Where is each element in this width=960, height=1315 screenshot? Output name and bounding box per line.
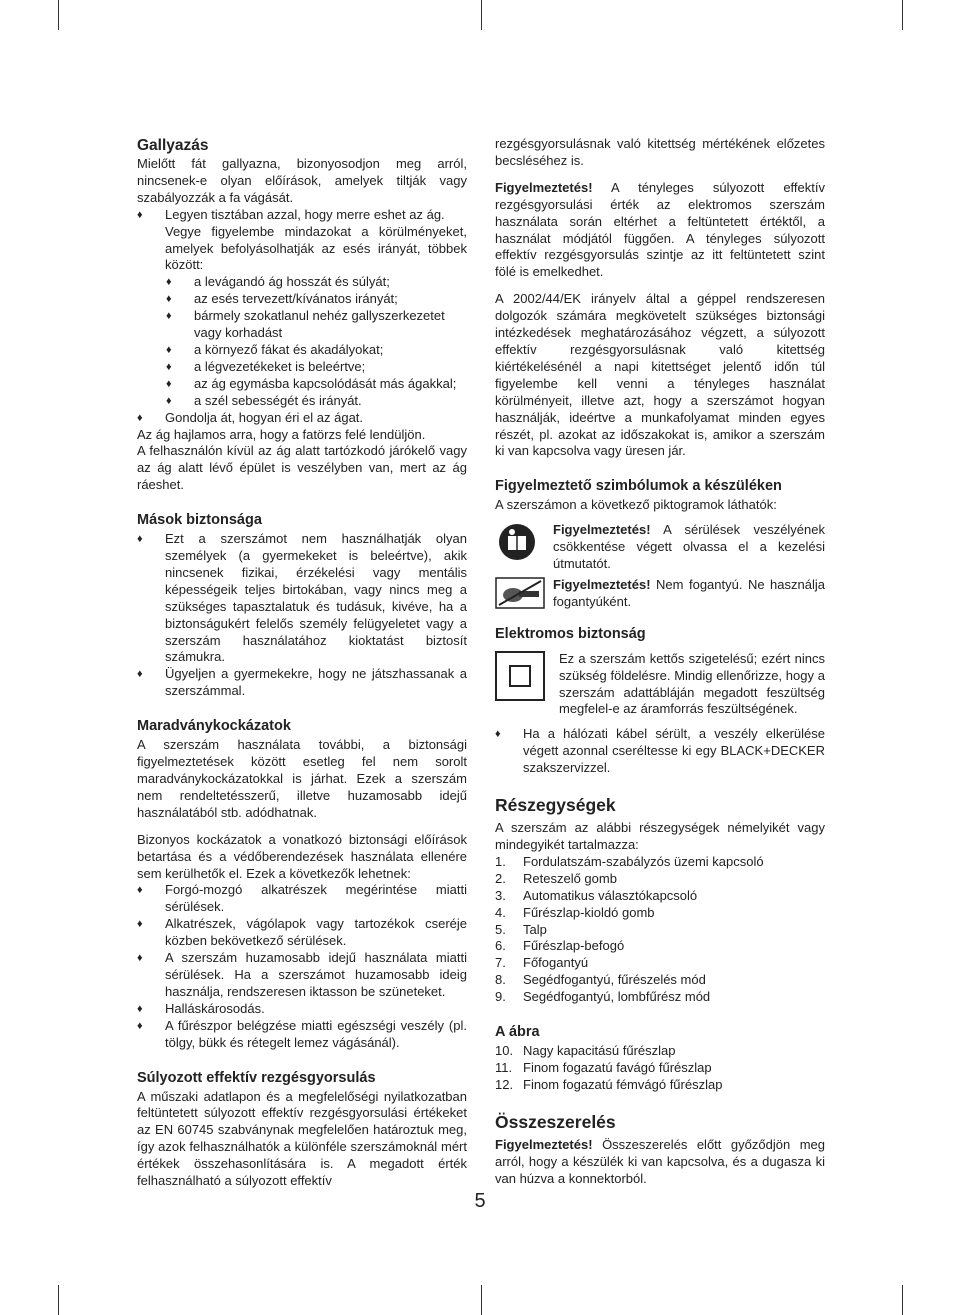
warning-text: A tényleges súlyozott effektív rezgésgyorsulási érték az elektromos szerszám használata során eltérhet a feltüntetett értéktől, a használat módjától függően. A tényleges súlyozott effektív rezgésgyorsulás szintje az itt feltüntetett szint fölé is emelkedhet. xyxy=(495,179,825,280)
section-title-symbols: Figyelmeztető szimbólumok a készüléken xyxy=(495,478,782,495)
list-number: 7. xyxy=(495,955,506,971)
double-insulation-icon xyxy=(495,651,545,701)
warning-label: Figyelmeztetés! xyxy=(495,1136,593,1152)
list-number: 4. xyxy=(495,904,506,920)
list-text: Fűrészlap-kioldó gomb xyxy=(523,904,655,920)
list-number: 2. xyxy=(495,870,506,886)
read-manual-icon xyxy=(495,522,545,562)
paragraph: Bizonyos kockázatok a vonatkozó biztonsági előírások betartása és a védőberendezések használata ellenére sem kerülhetők el. Ezek a következők lehetnek: xyxy=(137,831,467,881)
sub-bullet-item: ♦ a légvezetékeket is beleértve; xyxy=(137,359,467,376)
crop-mark xyxy=(481,0,482,30)
bullet-item: ♦ Ügyeljen a gyermekekre, hogy ne játszhassanak a szerszámmal. xyxy=(137,666,467,700)
list-text: Automatikus választókapcsoló xyxy=(523,887,698,903)
crop-mark xyxy=(58,1285,59,1315)
list-text: Nagy kapacitású fűrészlap xyxy=(523,1043,676,1059)
bullet-item: ♦ Gondolja át, hogyan éri el az ágat. xyxy=(137,410,467,427)
paragraph xyxy=(495,180,825,281)
list-item xyxy=(495,972,825,989)
paragraph: Vegye figyelembe mindazokat a körülményeket, amelyek befolyásolhatják az esés irányát, többek között: xyxy=(165,223,467,273)
bullet-item: ♦ A fűrészpor belégzése miatti egészségi veszély (pl. tölgy, bükk és rétegelt lemez vágásánál). xyxy=(137,1018,467,1052)
warning-label: Figyelmeztetés! xyxy=(553,522,651,538)
bullet-item: ♦ Alkatrészek, vágólapok vagy tartozékok cseréje közben bekövetkező sérülések. xyxy=(137,916,467,950)
paragraph: A 2002/44/EK irányelv által a géppel rendszeresen dolgozók számára megkövetelt szükséges biztonsági intézkedések meghatározásához végzett, a súlyozott effektív rezgésgyorsulásnak való kitettség kiértékelésénél a napi kitettséget jelentő időn túl figyelembe kell venni a tényleges használat körülményeit, illetve azt, hogy a szerszámot hogyan használják, ideértve a munkafolyamat minden egyes részét, pl. azokat az időszakokat is, amikor a szerszám ki van kapcsolva vagy üresen jár. xyxy=(495,291,825,459)
not-a-handle-icon xyxy=(495,577,545,609)
list-item xyxy=(495,1060,825,1077)
warning-label: Figyelmeztetés! xyxy=(495,179,593,195)
bullet-item: ♦ Ezt a szerszámot nem használhatják olyan személyek (a gyermekeket is beleértve), akik nincsenek fizikai, érzékelési vagy mentális képességeik teljes birtokában, vagy nincs meg a szükséges tapasztalatuk és tudásuk, kivéve, ha a biztonságukért felelős személy felügyeletet vagy a szerszám használatához kioktatást biztosít számukra. xyxy=(137,531,467,666)
paragraph: A felhasználón kívül az ág alatt tartózkodó járókelő vagy az ág alatt lévő épület is veszélyben van, mert az ág ráeshet. xyxy=(137,443,467,493)
list-item xyxy=(495,1043,825,1060)
list-item xyxy=(495,922,825,939)
symbol-text: Ez a szerszám kettős szigetelésű; ezért nincs szükség földelésre. Mindig ellenőrizze, hogy a szerszám adattábláján megadott feszültség megfelel-e az áramforrás feszültségének. xyxy=(559,650,825,717)
sub-bullet-item: ♦ a levágandó ág hosszát és súlyát; xyxy=(137,274,467,291)
list-item xyxy=(495,955,825,972)
list-number: 10. xyxy=(495,1043,514,1059)
list-text: Segédfogantyú, fűrészelés mód xyxy=(523,972,706,988)
bullet-item: ♦ A szerszám huzamosabb idejű használata miatti sérülések. Ha a szerszámot huzamosabb ideig használja, rendszeresen iktasson be szüneteket. xyxy=(137,950,467,1001)
left-column xyxy=(137,136,467,1190)
warning-text: Nem fogantyú. Ne használja fogantyúként. xyxy=(553,576,825,609)
warning-text: Összeszerelés előtt győződjön meg arról, hogy a készülék ki van kapcsolva, és a dugasza ki van húzva a konnektorból. xyxy=(495,1136,825,1186)
list-number: 1. xyxy=(495,853,506,869)
list-number: 6. xyxy=(495,938,506,954)
list-item xyxy=(495,938,825,955)
sub-bullet-item: ♦ bármely szokatlanul nehéz gallyszerkezetet vagy korhadást xyxy=(137,308,467,342)
section-title-aabra: A ábra xyxy=(495,1024,540,1041)
symbol-text xyxy=(553,522,825,573)
list-item xyxy=(495,888,825,905)
list-number: 12. xyxy=(495,1076,514,1092)
symbol-text xyxy=(553,577,825,611)
list-text: Fordulatszám-szabályzós üzemi kapcsoló xyxy=(523,853,764,869)
list-text: Finom fogazatú favágó fűrészlap xyxy=(523,1059,712,1075)
symbol-row xyxy=(495,577,825,611)
list-number: 8. xyxy=(495,972,506,988)
crop-mark xyxy=(902,1285,903,1315)
bullet-item: ♦ Ha a hálózati kábel sérült, a veszély elkerülése végett azonnal cseréltesse ki egy BLACK+DECKER szakszervizzel. xyxy=(495,726,825,777)
list-text: Főfogantyú xyxy=(523,955,589,971)
paragraph xyxy=(495,1137,825,1188)
symbol-row xyxy=(495,522,825,573)
paragraph: A műszaki adatlapon és a megfelelőségi nyilatkozatban feltüntetett súlyozott effektív rezgésgyorsulási értékeket az EN 60745 szabványnak megfelelően határoztuk meg, így azok felhasználhatók a különféle szerszámoknál mért értékek összehasonlítására is. A megadott érték felhasználható a súlyozott effektív xyxy=(137,1088,467,1189)
list-item xyxy=(495,905,825,922)
paragraph: A szerszám használata további, a biztonsági figyelmeztetések között esetleg fel nem sorolt maradványkockázatokkal is járhat. Ezek a szerszám nem rendeltetésszerű, illetve huzamosabb idejű használatából stb. adódhatnak. xyxy=(137,737,467,820)
paragraph: rezgésgyorsulásnak való kitettség mértékének előzetes becsléséhez is. xyxy=(495,136,825,168)
page-number: 5 xyxy=(474,1190,486,1212)
list-number: 5. xyxy=(495,921,506,937)
crop-mark xyxy=(481,1285,482,1315)
list-text: Reteszelő gomb xyxy=(523,870,617,886)
warning-text: A sérülések veszélyének csökkentése végett olvassa el a kezelési útmutatót. xyxy=(553,522,825,572)
section-title-gallyazas: Gallyazás xyxy=(137,137,209,154)
sub-bullet-item: ♦ az ág egymásba kapcsolódását más ágakkal; xyxy=(137,376,467,393)
warning-label: Figyelmeztetés! xyxy=(553,576,651,592)
paragraph: A szerszám az alábbi részegységek némelyikét vagy mindegyikét tartalmazza: xyxy=(495,820,825,852)
list-item xyxy=(495,854,825,871)
paragraph: A szerszámon a következő piktogramok láthatók: xyxy=(495,497,777,513)
figure-a-list xyxy=(495,1043,825,1094)
list-text: Talp xyxy=(523,921,547,937)
section-title-elektromos: Elektromos biztonság xyxy=(495,625,646,642)
list-number: 9. xyxy=(495,989,506,1005)
section-title-sulyozott: Súlyozott effektív rezgésgyorsulás xyxy=(137,1069,376,1086)
section-title-maradvany: Maradványkockázatok xyxy=(137,718,291,735)
list-number: 11. xyxy=(495,1059,513,1075)
list-text: Fűrészlap-befogó xyxy=(523,938,625,954)
list-item xyxy=(495,871,825,888)
bullet-item: ♦ Forgó-mozgó alkatrészek megérintése miatti sérülések. xyxy=(137,882,467,916)
section-title-osszeszereles: Összeszerelés xyxy=(495,1111,616,1132)
list-item xyxy=(495,1077,825,1094)
bullet-item: ♦ Legyen tisztában azzal, hogy merre eshet az ág. xyxy=(137,207,467,224)
paragraph: Mielőtt fát gallyazna, bizonyosodjon meg arról, nincsenek-e olyan előírások, amelyek tiltják vagy szabályozzák a fa vágását. xyxy=(137,156,467,205)
section-title-masok: Mások biztonsága xyxy=(137,512,262,529)
paragraph: Az ág hajlamos arra, hogy a fatörzs felé lendüljön. xyxy=(137,426,426,442)
list-number: 3. xyxy=(495,887,506,903)
right-column xyxy=(495,136,825,1188)
list-item xyxy=(495,989,825,1006)
list-text: Segédfogantyú, lombfűrész mód xyxy=(523,989,711,1005)
sub-bullet-item: ♦ az esés tervezett/kívánatos irányát; xyxy=(137,291,467,308)
crop-mark xyxy=(58,0,59,30)
list-text: Finom fogazatú fémvágó fűrészlap xyxy=(523,1076,723,1092)
sub-bullet-item: ♦ a szél sebességét és irányát. xyxy=(137,393,467,410)
sub-bullet-item: ♦ a környező fákat és akadályokat; xyxy=(137,342,467,359)
bullet-item: ♦ Halláskárosodás. xyxy=(137,1001,467,1018)
symbol-row xyxy=(495,651,825,719)
crop-mark xyxy=(902,0,903,30)
section-title-reszegysegek: Részegységek xyxy=(495,795,616,816)
parts-list xyxy=(495,854,825,1006)
